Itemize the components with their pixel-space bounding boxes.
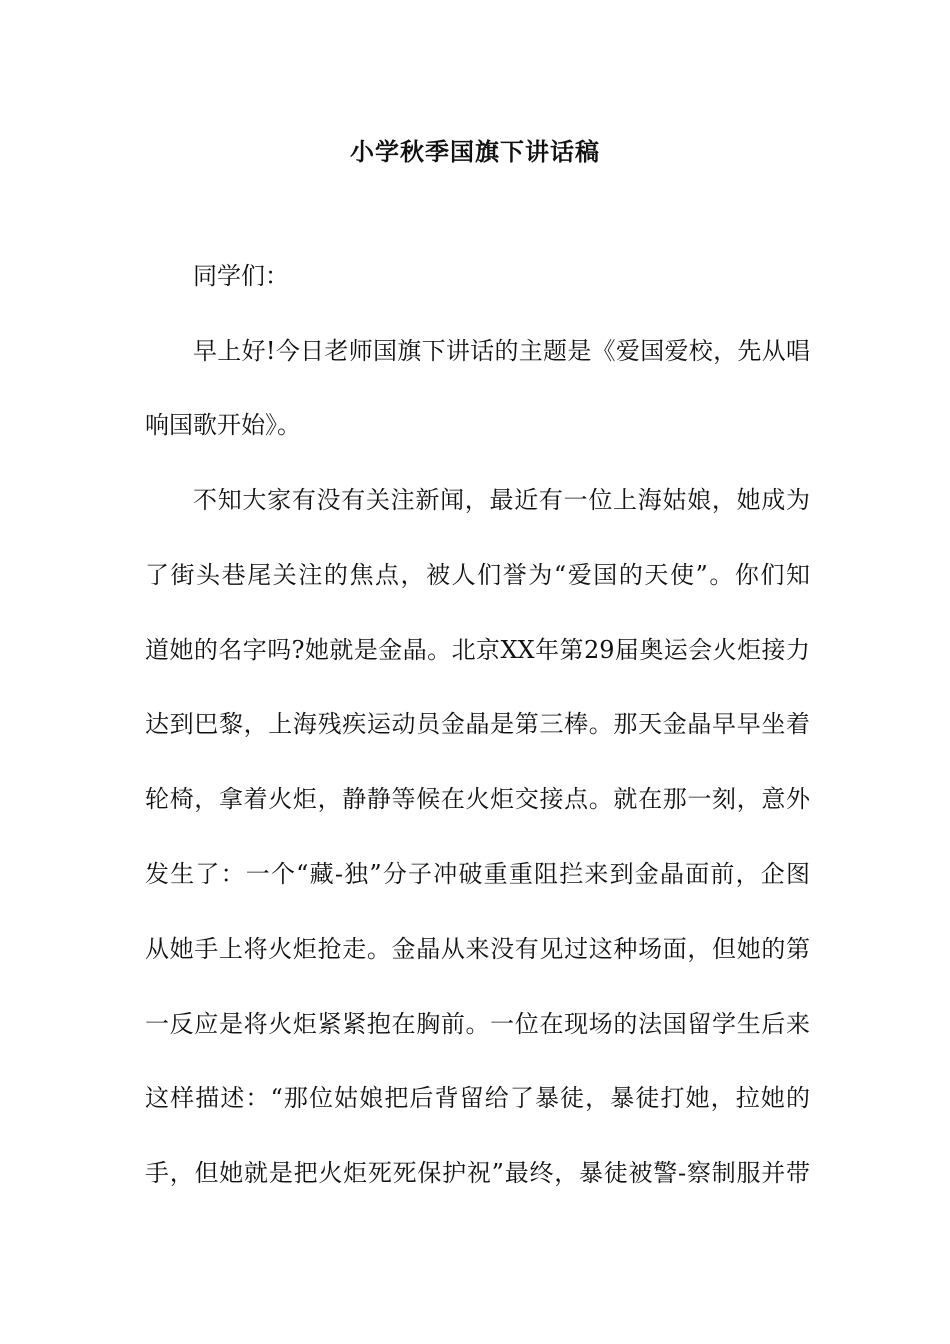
paragraph-line: 不知大家有没有关注新闻，最近有一位上海姑娘，她成为	[193, 486, 810, 514]
paragraph-line: 了街头巷尾关注的焦点，被人们誉为“爱国的天使”。你们知	[145, 561, 810, 589]
greeting-line: 同学们：	[193, 262, 289, 290]
paragraph-line: 一反应是将火炬紧紧抱在胸前。一位在现场的法国留学生后来	[145, 1010, 810, 1038]
paragraph-line: 这样描述：“那位姑娘把后背留给了暴徒，暴徒打她，拉她的	[145, 1084, 810, 1112]
paragraph-line: 发生了：一个“藏-独”分子冲破重重阻拦来到金晶面前，企图	[145, 860, 810, 888]
paragraph-line: 道她的名字吗?她就是金晶。北京XX年第29届奥运会火炬接力	[145, 636, 810, 664]
paragraph-line: 早上好!今日老师国旗下讲话的主题是《爱国爱校，先从唱	[193, 337, 810, 365]
paragraph-line: 手，但她就是把火炬死死保护祝”最终，暴徒被警-察制服并带	[145, 1159, 810, 1187]
paragraph-line: 响国歌开始》。	[145, 411, 301, 439]
paragraph-line: 轮椅，拿着火炬，静静等候在火炬交接点。就在那一刻，意外	[145, 785, 810, 813]
paragraph-line: 达到巴黎，上海残疾运动员金晶是第三棒。那天金晶早早坐着	[145, 710, 810, 738]
document-title: 小学秋季国旗下讲话稿	[350, 137, 600, 166]
paragraph-line: 从她手上将火炬抢走。金晶从来没有见过这种场面，但她的第	[145, 935, 810, 963]
